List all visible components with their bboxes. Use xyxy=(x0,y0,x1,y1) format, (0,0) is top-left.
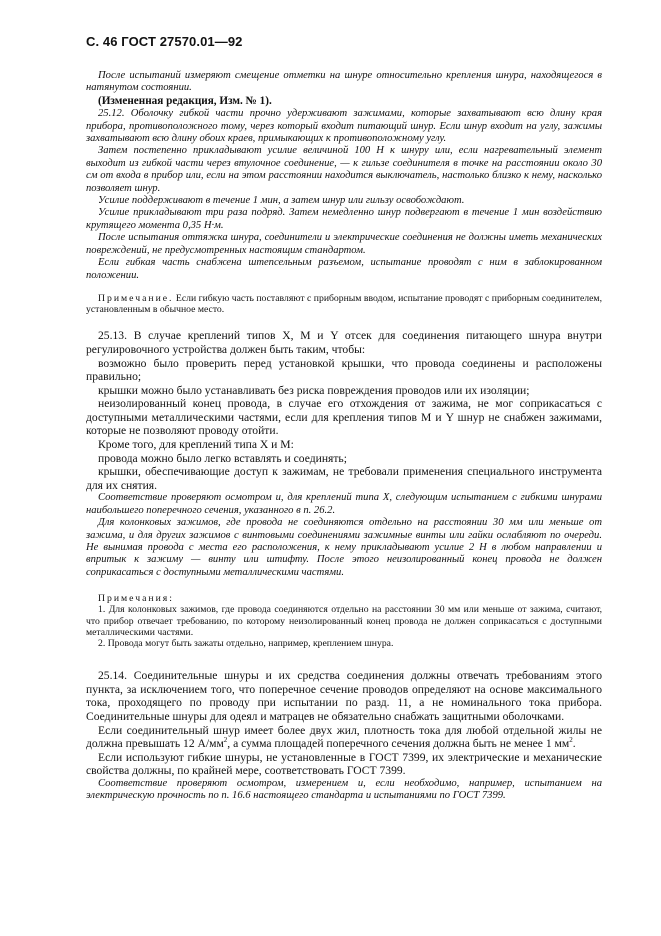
paragraph: возможно было проверить перед установкой крышки, что провода соединены и расположены правильно; xyxy=(86,356,602,384)
amendment-note: (Измененная редакция, Изм. № 1). xyxy=(98,94,272,107)
paragraph: Соответствие проверяют осмотром и, для креплений типа X, следующим испытанием с гибкими шнурами наибольшего поперечного сечения, указанного в п. 26.2. xyxy=(86,492,602,516)
paragraph: Если используют гибкие шнуры, не установленные в ГОСТ 7399, их электрические и механические свойства должны, по крайней мере, соответствовать ГОСТ 7399. xyxy=(86,750,602,778)
paragraph: Для колонковых зажимов, где провода не соединяются отдельно на расстоянии 30 мм или меньше от зажима, и для других зажимов с винтовыми соединениями зажимные винты или гайки ослабляют по очереди. Не вынимая провода с места его расположения, к нему прикладывают усилие 2 Н в любом направлении и впритык к зажиму — винту или штифту. После этого неизолированный конец провода не должен соприкасаться с доступными металлическими частями. xyxy=(86,517,602,578)
paragraph: После испытания оттяжка шнура, соединители и электрические соединения не должны иметь механических повреждений, не предусмотренных настоящим стандартом. xyxy=(86,232,602,256)
paragraph: неизолированный конец провода, в случае его отхождения от зажима, не мог соприкасаться с доступными металлическими частями, если для крепления типов M и Y шнур не снабжен зажимами, которые не позволяют проводу отойти. xyxy=(86,397,602,438)
note-item: 1. Для колонковых зажимов, где провода соединяются отдельно на расстоянии 30 мм или меньше от зажима, считают, что прибор отвечает требованию, по которому неизолированный конец провода не должен соприкасаться с доступными металлическими частями. xyxy=(86,604,602,638)
notes-label: Примечания: xyxy=(98,593,174,605)
paragraph: Если соединительный шнур имеет более двух жил, плотность тока для любой отдельной жилы не должна превышать 12 $А/мм^2$, а сумма площадей поперечного сечения должна быть не менее 1 $мм^2$. xyxy=(86,723,602,751)
paragraph: После испытаний измеряют смещение отметки на шнуре относительно крепления шнура, находящегося в натянутом состоянии. xyxy=(86,70,602,94)
paragraph: крышки, обеспечивающие доступ к зажимам, не требовали применения специального инструмента для их снятия. xyxy=(86,465,602,492)
paragraph: Если гибкая часть снабжена штепсельным разъемом, испытание проводят с ним в заблокированном положении. xyxy=(86,257,602,281)
paragraph: Усилие поддерживают в течение 1 мин, а затем шнур или гильзу освобождают. xyxy=(98,195,465,207)
note-text: Если гибкую часть поставляют с приборным вводом, испытание проводят с приборным соединителем, установленным в обычное место. xyxy=(86,292,602,316)
paragraph: Кроме того, для креплений типа X и M: xyxy=(98,438,294,452)
note-label: Примечание. xyxy=(98,292,174,304)
clause-25-12: 25.12. Оболочку гибкой части прочно удерживают зажимами, которые захватывают всю длину края прибора, противоположного тому, через который входит питающий шнур. Если шнур входит на углу, зажимы захватывают всю длину обоих краев, примыкающих к противоположному углу. xyxy=(86,108,602,145)
paragraph: Соответствие проверяют осмотром, измерением и, если необходимо, например, испытанием на электрическую прочность по п. 16.6 настоящего стандарта и испытаниями по ГОСТ 7399. xyxy=(86,778,602,802)
paragraph: Усилие прикладывают три раза подряд. Затем немедленно шнур подвергают в течение 1 мин воздействию крутящего момента 0,35 Н·м. xyxy=(86,207,602,231)
note-block xyxy=(86,293,602,315)
clause-25-14: 25.14. Соединительные шнуры и их средства соединения должны отвечать требованиям этого пункта, за исключением того, что поперечное сечение проводов определяют на основе максимального тока, проходящего по проводу при испытании по разд. 11, а не номинального тока прибора. Соединительные шнуры для одеял и матрацев не обязательно снабжать защитными оболочками. xyxy=(86,669,602,724)
clause-25-13: 25.13. В случае креплений типов X, M и Y отсек для соединения питающего шнура внутри регулировочного устройства должен быть таким, чтобы: xyxy=(86,329,602,356)
page-header: С. 46 ГОСТ 27570.01—92 xyxy=(86,34,243,49)
document-page xyxy=(86,34,602,803)
note-item: 2. Провода могут быть зажаты отдельно, например, креплением шнура. xyxy=(98,638,394,650)
paragraph: Затем постепенно прикладывают усилие величиной 100 Н к шнуру или, если нагревательный элемент выходит из гибкой части через втулочное соединение, — к гильзе соединителя в точке на расстоянии около 30 см от входа в прибор или, если на этом расстоянии находится выключатель, настолько близко к нему, насколько позволяет шнур. xyxy=(86,145,602,194)
paragraph: крышки можно было устанавливать без риска повреждения проводов или их изоляции; xyxy=(98,383,530,397)
paragraph: провода можно было легко вставлять и соединять; xyxy=(98,451,347,465)
